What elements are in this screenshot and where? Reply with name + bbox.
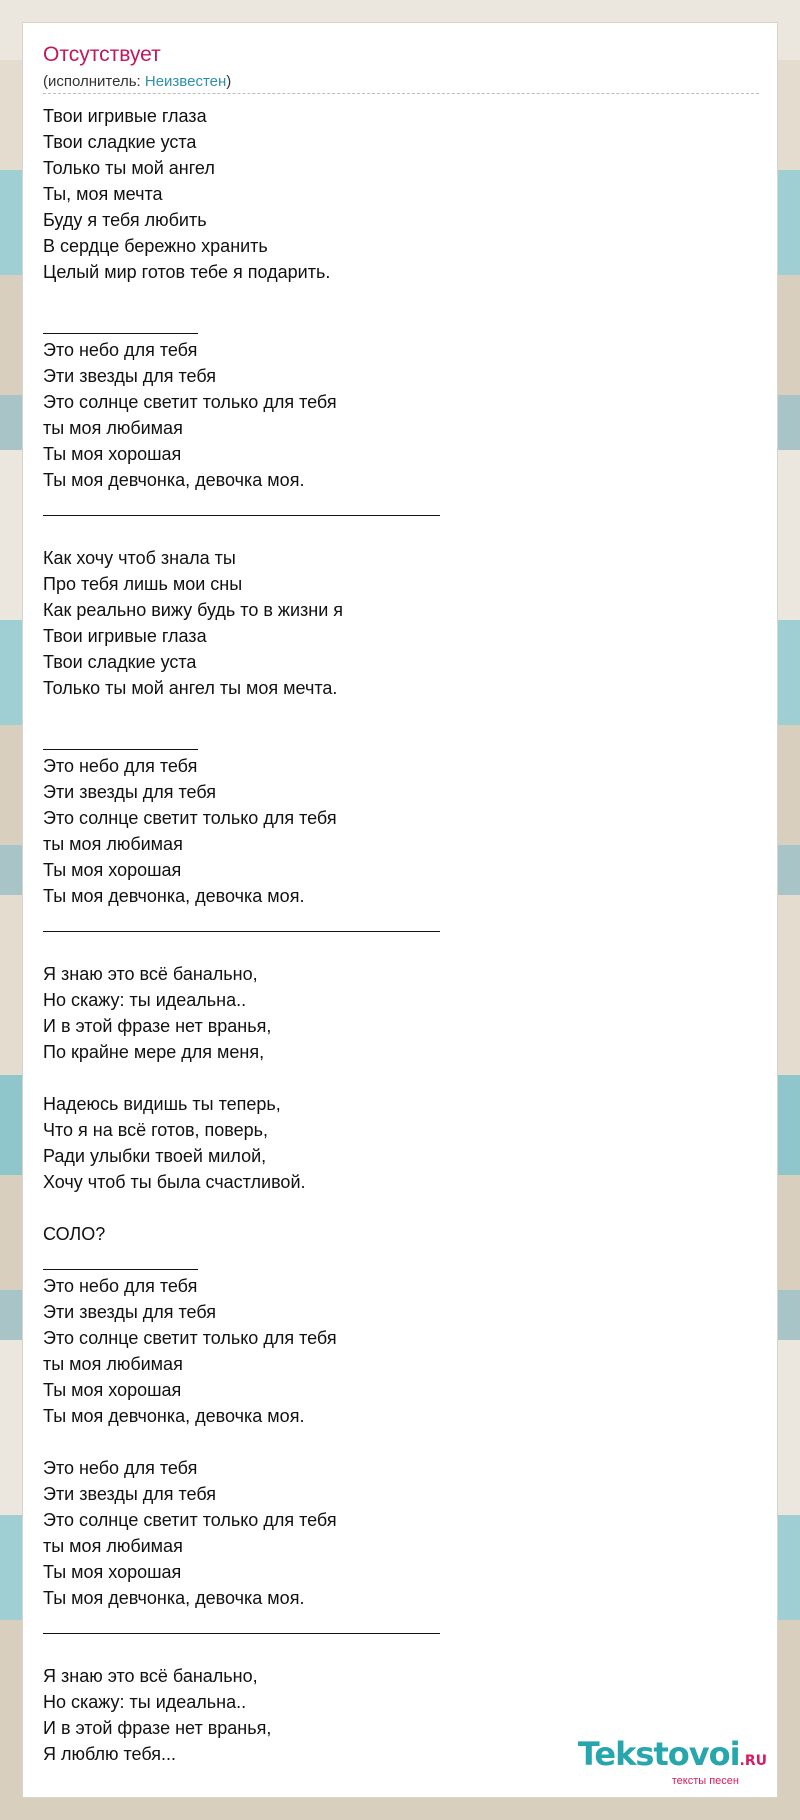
long-divider — [43, 493, 759, 519]
lyric-line: Это небо для тебя — [43, 1276, 198, 1296]
lyrics-card — [22, 22, 778, 1798]
short-divider — [43, 311, 759, 337]
lyric-line: ты моя любимая — [43, 1536, 183, 1556]
lyric-line: Я люблю тебя... — [43, 1744, 177, 1764]
blank-line — [43, 1065, 759, 1091]
lyric-line: Про тебя лишь мои сны — [43, 574, 243, 594]
lyric-line: Я знаю это всё банально, — [43, 964, 258, 984]
lyric-line: Ты моя хорошая — [43, 1380, 182, 1400]
artist-link[interactable]: Неизвестен — [144, 73, 227, 90]
lyric-line: Ты моя девчонка, девочка моя. — [43, 470, 305, 490]
lyric-line: Твои игривые глаза — [43, 626, 207, 646]
lyric-line: В сердце бережно хранить — [43, 236, 268, 256]
blank-line — [43, 519, 759, 545]
blank-line — [43, 1429, 759, 1455]
lyric-line: Только ты мой ангел — [43, 158, 215, 178]
short-divider — [43, 1247, 759, 1273]
logo-tagline: тексты песен — [671, 1775, 739, 1787]
lyric-line: Ты моя хорошая — [43, 1562, 182, 1582]
blank-line — [43, 1637, 759, 1663]
lyric-line: Эти звезды для тебя — [43, 366, 217, 386]
lyric-line: Ради улыбки твоей милой, — [43, 1146, 267, 1166]
lyric-line: ты моя любимая — [43, 1354, 183, 1374]
lyric-line: Только ты мой ангел ты моя мечта. — [43, 678, 338, 698]
lyric-line: Что я на всё готов, поверь, — [43, 1120, 269, 1140]
song-title: Отсутствует — [43, 43, 161, 66]
header-divider — [43, 93, 759, 94]
lyric-line: Хочу чтоб ты была счастливой. — [43, 1172, 306, 1192]
lyric-line: Это солнце светит только для тебя — [43, 1510, 337, 1530]
lyric-line: Ты моя девчонка, девочка моя. — [43, 886, 305, 906]
lyric-line: Ты моя хорошая — [43, 860, 182, 880]
lyric-line: И в этой фразе нет вранья, — [43, 1718, 272, 1738]
lyric-line: Твои игривые глаза — [43, 106, 207, 126]
lyric-line: Как реально вижу будь то в жизни я — [43, 600, 344, 620]
lyric-line: ты моя любимая — [43, 834, 183, 854]
lyric-line: СОЛО? — [43, 1224, 106, 1244]
lyric-line: Эти звезды для тебя — [43, 782, 217, 802]
lyric-line: Твои сладкие уста — [43, 132, 197, 152]
short-divider — [43, 727, 759, 753]
lyric-line: Эти звезды для тебя — [43, 1484, 217, 1504]
site-logo[interactable] — [577, 1735, 767, 1787]
lyric-line: Буду я тебя любить — [43, 210, 207, 230]
artist-prefix: (исполнитель: — [43, 73, 145, 90]
lyric-line: Твои сладкие уста — [43, 652, 197, 672]
logo-wordmark — [577, 1735, 767, 1777]
lyric-line: Я знаю это всё банально, — [43, 1666, 258, 1686]
long-divider — [43, 909, 759, 935]
lyric-line: Ты моя хорошая — [43, 444, 182, 464]
blank-line — [43, 1195, 759, 1221]
lyric-line: Надеюсь видишь ты теперь, — [43, 1094, 281, 1114]
lyric-line: ты моя любимая — [43, 418, 183, 438]
lyric-line: Но скажу: ты идеальна.. — [43, 1692, 247, 1712]
lyric-line: Это солнце светит только для тебя — [43, 392, 337, 412]
lyric-line: Целый мир готов тебе я подарить. — [43, 262, 331, 282]
lyric-line: По крайне мере для меня, — [43, 1042, 265, 1062]
lyric-line: Эти звезды для тебя — [43, 1302, 217, 1322]
lyric-line: Это небо для тебя — [43, 340, 198, 360]
blank-line — [43, 701, 759, 727]
long-divider — [43, 1611, 759, 1637]
artist-suffix: ) — [226, 73, 232, 90]
logo-name: Tekstovoi — [577, 1735, 740, 1773]
lyric-line: Это солнце светит только для тебя — [43, 808, 337, 828]
lyric-line: Ты, моя мечта — [43, 184, 163, 204]
lyric-line: Как хочу чтоб знала ты — [43, 548, 236, 568]
lyric-line: Это небо для тебя — [43, 756, 198, 776]
lyric-line: Но скажу: ты идеальна.. — [43, 990, 247, 1010]
lyric-line: Это небо для тебя — [43, 1458, 198, 1478]
artist-line — [43, 73, 231, 90]
lyric-line: Это солнце светит только для тебя — [43, 1328, 337, 1348]
logo-domain: .RU — [739, 1753, 767, 1769]
lyric-line: И в этой фразе нет вранья, — [43, 1016, 272, 1036]
lyric-line: Ты моя девчонка, девочка моя. — [43, 1406, 305, 1426]
lyrics-text — [43, 103, 759, 1767]
lyric-line: Ты моя девчонка, девочка моя. — [43, 1588, 305, 1608]
blank-line — [43, 935, 759, 961]
blank-line — [43, 285, 759, 311]
